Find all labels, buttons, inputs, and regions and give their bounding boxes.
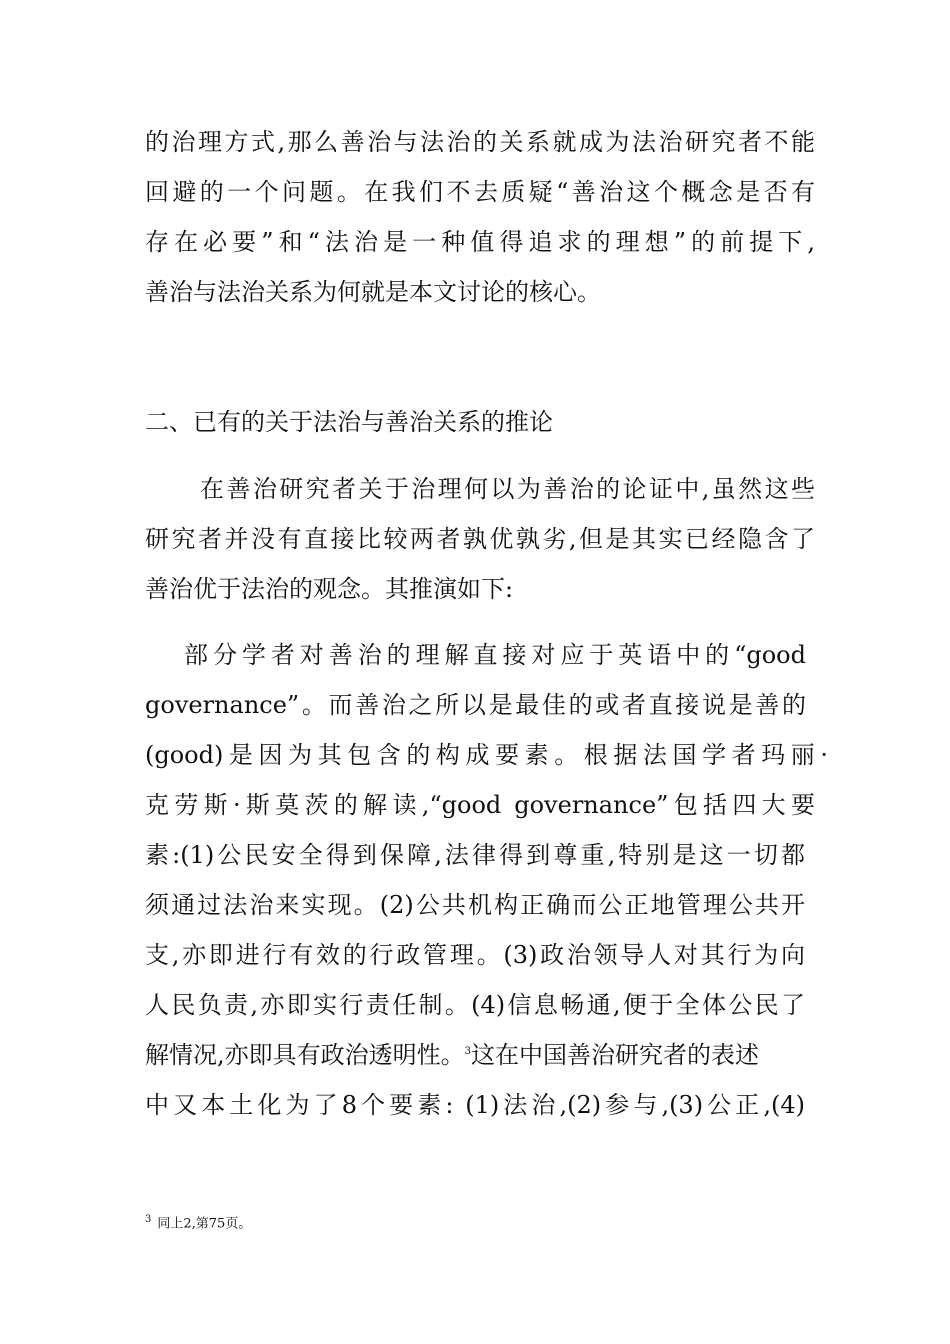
paragraph-3-line-9 bbox=[145, 1040, 815, 1070]
paragraph-intro-line-1: 的治理方式,那么善治与法治的关系就成为法治研究者不能 bbox=[145, 128, 815, 156]
section-heading: 二、已有的关于法治与善治关系的推论 bbox=[145, 408, 553, 436]
paragraph-3-line-10: 中又本土化为了8个要素: (1)法治,(2)参与,(3)公正,(4) bbox=[145, 1091, 805, 1119]
paragraph-3-line-7: 支,亦即进行有效的行政管理。(3)政治领导人对其行为向 bbox=[145, 941, 805, 969]
footnote bbox=[145, 1210, 251, 1234]
paragraph-3-line-8: 人民负责,亦即实行责任制。(4)信息畅通,便于全体公民了 bbox=[145, 991, 805, 1019]
paragraph-3-line-2: governance”。而善治之所以是最佳的或者直接说是善的 bbox=[145, 691, 806, 719]
paragraph-3-line-6: 须通过法治来实现。(2)公共机构正确而公正地管理公共开 bbox=[145, 891, 805, 919]
paragraph-2-line-1: 在善治研究者关于治理何以为善治的论证中,虽然这些 bbox=[200, 475, 815, 503]
paragraph-3-line-3: (good)是因为其包含的构成要素。根据法国学者玛丽· bbox=[145, 741, 828, 769]
paragraph-2-line-3: 善治优于法治的观念。其推演如下: bbox=[145, 575, 514, 603]
footnote-text: 同上2,第75页。 bbox=[157, 1216, 252, 1232]
paragraph-3-line-4: 克劳斯·斯莫茨的解读,“good governance”包括四大要 bbox=[145, 791, 815, 819]
paragraph-2-line-2: 研究者并没有直接比较两者孰优孰劣,但是其实已经隐含了 bbox=[145, 525, 815, 553]
paragraph-3-line-5: 素:(1)公民安全得到保障,法律得到尊重,特别是这一切都 bbox=[145, 841, 805, 869]
paragraph-intro-line-2: 回避的一个问题。在我们不去质疑“善治这个概念是否有 bbox=[145, 178, 815, 206]
footnote-ref-mark[interactable]: 3 bbox=[464, 1046, 472, 1057]
paragraph-intro-line-3: 存在必要”和“法治是一种值得追求的理想”的前提下, bbox=[145, 228, 815, 256]
footnote-mark: 3 bbox=[145, 1214, 152, 1225]
paragraph-3-line-9-after: 这在中国善治研究者的表述 bbox=[471, 1041, 760, 1069]
paragraph-3-line-9-before: 解情况,亦即具有政治透明性。 bbox=[145, 1041, 465, 1069]
paragraph-intro-line-4: 善治与法治关系为何就是本文讨论的核心。 bbox=[145, 278, 601, 306]
paragraph-3-line-1: 部分学者对善治的理解直接对应于英语中的“good bbox=[184, 641, 806, 669]
